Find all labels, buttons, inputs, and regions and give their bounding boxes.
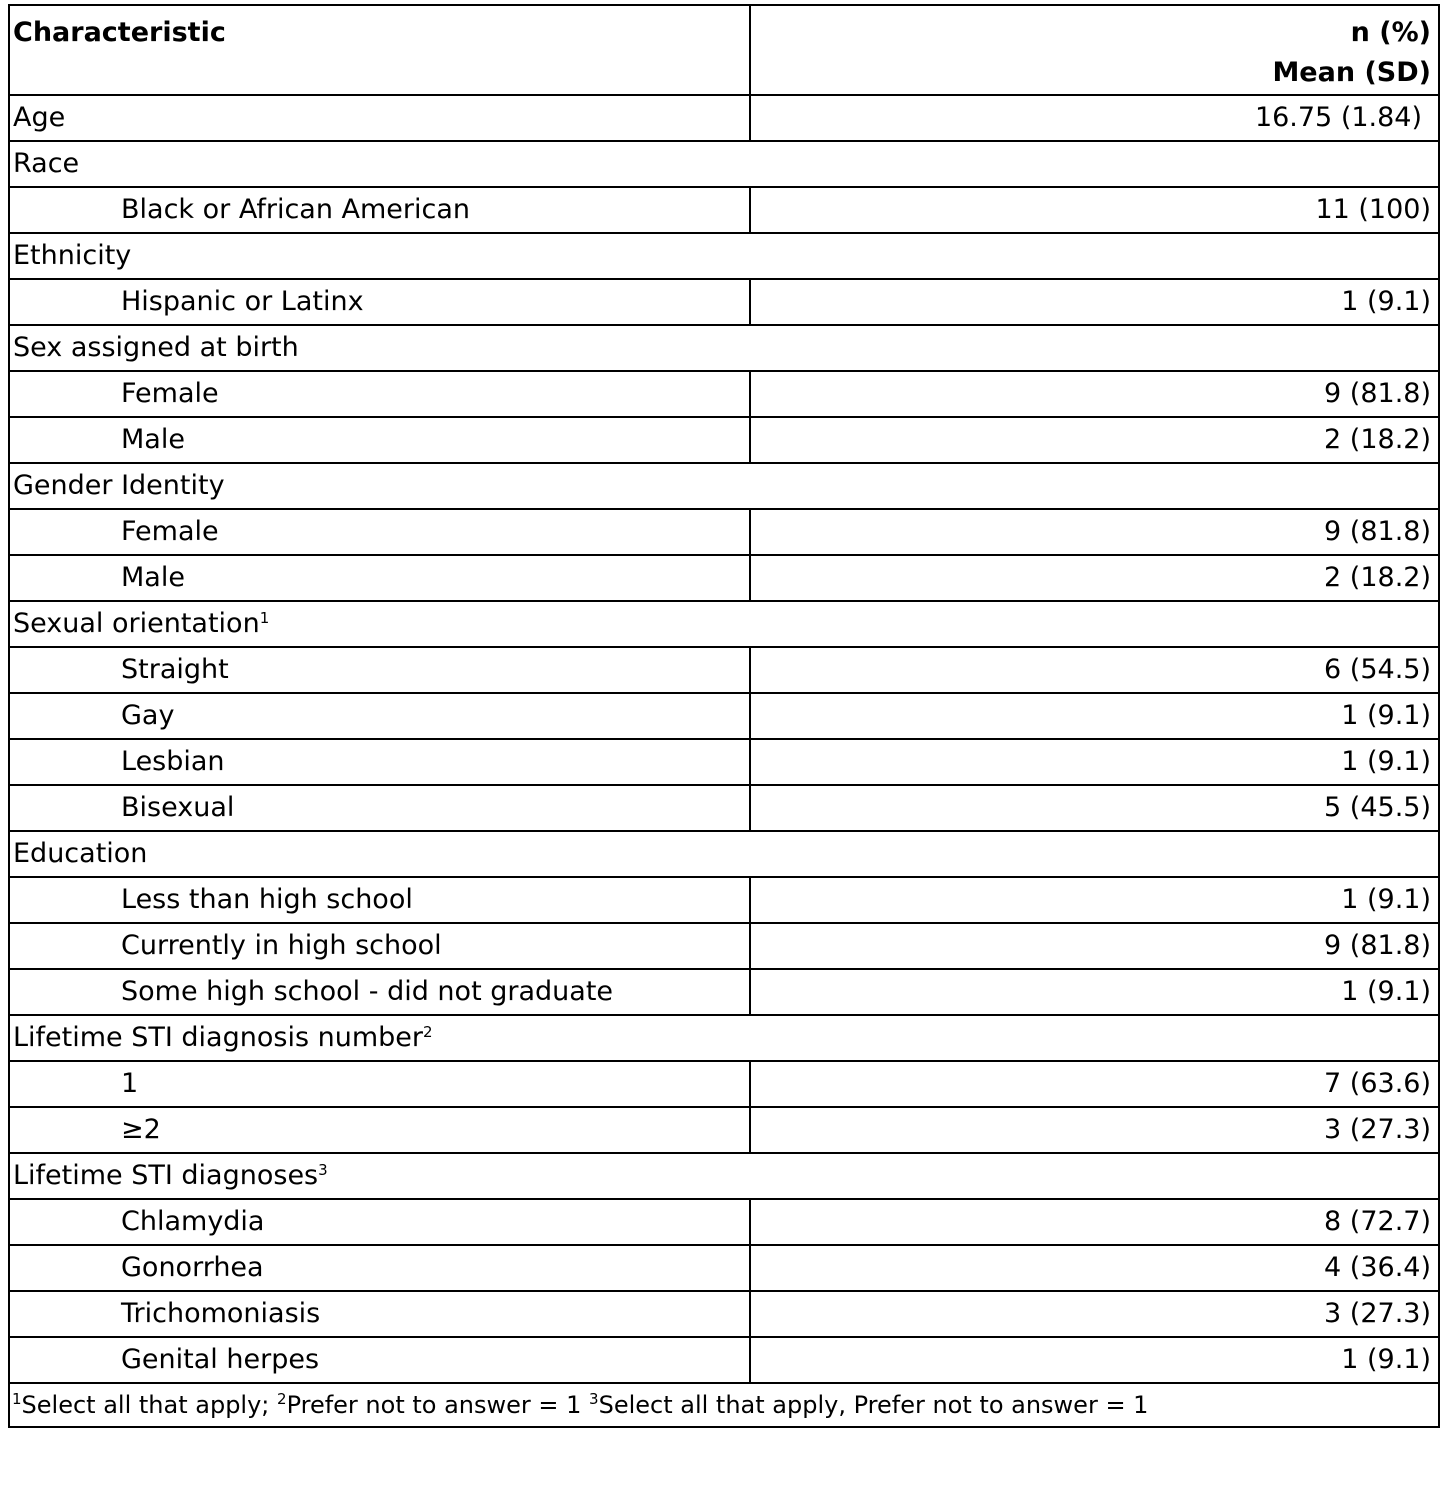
row-value: 2 (18.2) [750,417,1439,463]
row-value: 4 (36.4) [750,1245,1439,1291]
footnote-cell [9,1383,1439,1427]
row-label: Male [9,555,750,601]
category-label: Race [9,141,1439,187]
row-value: 2 (18.2) [750,555,1439,601]
table-row [9,417,1439,463]
table-row [9,647,1439,693]
table-row [9,187,1439,233]
category-cell [9,1153,1439,1199]
footnote-marker-2: 2 [277,1390,287,1408]
row-label: ≥2 [9,1107,750,1153]
row-value: 6 (54.5) [750,647,1439,693]
row-label: Female [9,371,750,417]
header-stat-line2: Mean (SD) [1272,57,1431,88]
header-characteristic: Characteristic [9,5,750,95]
category-row-sti-diagnoses [9,1153,1439,1199]
row-value: 9 (81.8) [750,371,1439,417]
row-value: 11 (100) [750,187,1439,233]
footnote-text-1: Select all that apply; [21,1391,278,1419]
table-row [9,877,1439,923]
row-value: 16.75 (1.84) [750,95,1439,141]
row-value: 9 (81.8) [750,509,1439,555]
row-label: Gonorrhea [9,1245,750,1291]
category-label: Lifetime STI diagnosis number [13,1022,423,1053]
category-label: Lifetime STI diagnoses [13,1160,319,1191]
row-label: Trichomoniasis [9,1291,750,1337]
row-label: Genital herpes [9,1337,750,1383]
category-label: Education [9,831,1439,877]
row-label: Lesbian [9,739,750,785]
table-row [9,1107,1439,1153]
row-value: 7 (63.6) [750,1061,1439,1107]
table-row [9,1061,1439,1107]
footnote-text-3: Select all that apply, Prefer not to answer = 1 [598,1391,1149,1419]
row-label: Gay [9,693,750,739]
row-label: Chlamydia [9,1199,750,1245]
row-value: 3 (27.3) [750,1291,1439,1337]
table-row [9,693,1439,739]
category-label: Sex assigned at birth [9,325,1439,371]
table-row [9,509,1439,555]
table-header-row [9,5,1439,95]
row-value: 1 (9.1) [750,1337,1439,1383]
demographics-table [8,4,1440,1428]
category-row-ethnicity [9,233,1439,279]
table-row [9,371,1439,417]
row-label: Female [9,509,750,555]
table-row [9,969,1439,1015]
row-value: 1 (9.1) [750,279,1439,325]
row-value: 1 (9.1) [750,693,1439,739]
row-value: 1 (9.1) [750,877,1439,923]
row-label: Male [9,417,750,463]
row-label: Age [9,95,750,141]
footnote-marker: 3 [318,1161,328,1179]
table-row [9,923,1439,969]
footnote-marker: 1 [259,609,270,627]
category-cell [9,1015,1439,1061]
row-value: 9 (81.8) [750,923,1439,969]
row-label: Black or African American [9,187,750,233]
footnote-marker: 2 [422,1023,433,1041]
footnote-text-2: Prefer not to answer = 1 [286,1391,590,1419]
category-row-sex [9,325,1439,371]
table-row [9,785,1439,831]
header-statistic [750,5,1439,95]
row-label: Hispanic or Latinx [9,279,750,325]
row-value: 1 (9.1) [750,739,1439,785]
row-value: 5 (45.5) [750,785,1439,831]
row-label: Currently in high school [9,923,750,969]
row-label: Some high school - did not graduate [9,969,750,1015]
category-row-race [9,141,1439,187]
category-row-sti-number [9,1015,1439,1061]
table-row [9,555,1439,601]
row-label: Less than high school [9,877,750,923]
table-row-age [9,95,1439,141]
table-row [9,1199,1439,1245]
row-label: 1 [9,1061,750,1107]
footnote-row [9,1383,1439,1427]
table-row [9,739,1439,785]
row-label: Bisexual [9,785,750,831]
row-value: 1 (9.1) [750,969,1439,1015]
row-value: 8 (72.7) [750,1199,1439,1245]
category-label: Ethnicity [9,233,1439,279]
table-row [9,1291,1439,1337]
category-label: Sexual orientation [13,608,260,639]
header-stat-line1: n (%) [1350,17,1431,48]
row-value: 3 (27.3) [750,1107,1439,1153]
category-label: Gender Identity [9,463,1439,509]
demographics-table-container [8,4,1438,1428]
category-row-orientation [9,601,1439,647]
footnote-marker-1: 1 [12,1390,22,1408]
table-row [9,279,1439,325]
table-row [9,1337,1439,1383]
category-row-gender [9,463,1439,509]
category-row-education [9,831,1439,877]
row-label: Straight [9,647,750,693]
category-cell [9,601,1439,647]
table-row [9,1245,1439,1291]
footnote-marker-3: 3 [589,1390,599,1408]
